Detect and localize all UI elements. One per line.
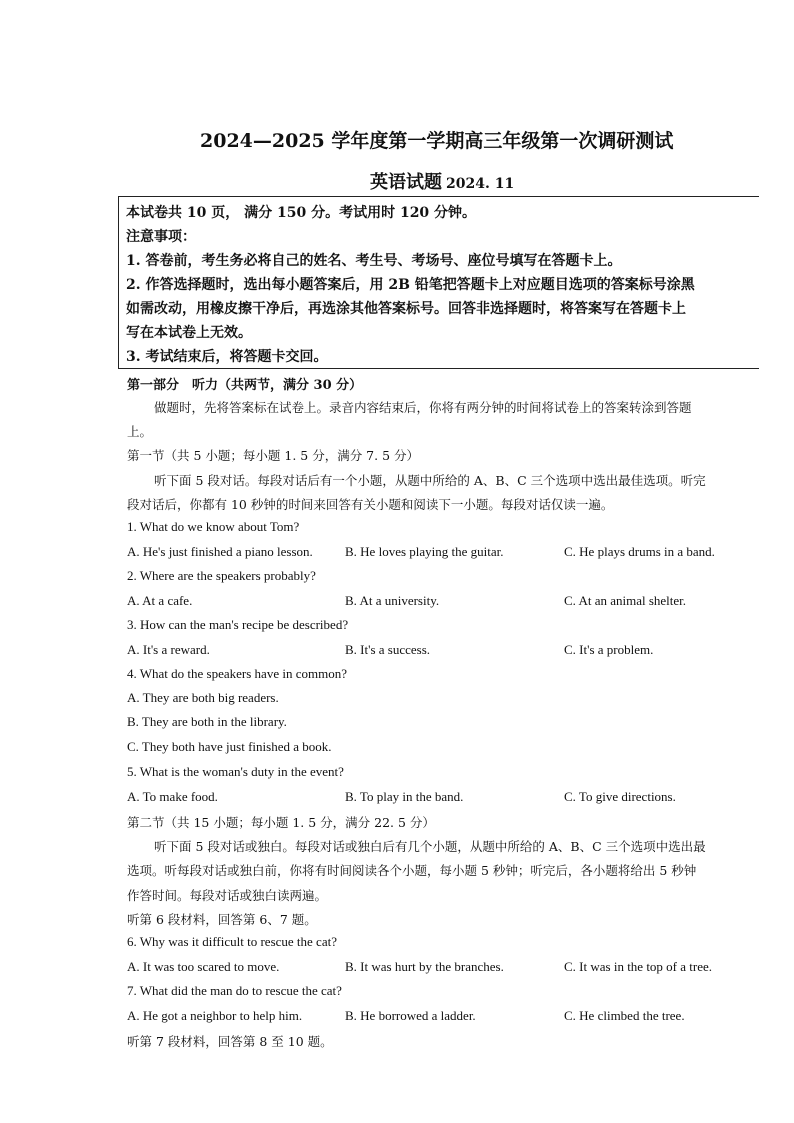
question-2-option-c: C. At an animal shelter. [564, 593, 687, 608]
question-5-option-c: C. To give directions. [564, 789, 676, 804]
question-1-option-a: A. He's just finished a piano lesson. [127, 544, 313, 559]
question-6-option-c: C. It was in the top of a tree. [564, 959, 713, 974]
question-7-stem: 7. What did the man do to rescue the cat? [127, 983, 342, 998]
material-6-label: 听第 6 段材料，回答第 6、7 题。 [127, 912, 317, 927]
section1-intro-line-1: 听下面 5 段对话。每段对话后有一个小题，从题中所给的 A、B、C 三个选项中选出最佳选项。听完 [154, 473, 706, 488]
notice-line-pages: 本试卷共 10 页， 满分 150 分。考试用时 120 分钟。 [126, 205, 477, 221]
part1-heading: 第一部分 听力（共两节，满分 30 分） [127, 378, 363, 393]
question-6-stem: 6. Why was it difficult to rescue the cat? [127, 934, 337, 949]
section1-heading: 第一节（共 5 小题；每小题 1. 5 分，满分 7. 5 分） [127, 448, 419, 463]
exam-subtitle [370, 168, 514, 194]
section2-intro-line-1: 听下面 5 段对话或独白。每段对话或独白后有几个小题，从题中所给的 A、B、C 三个选项中选出最 [154, 839, 706, 854]
notice-heading: 注意事项： [126, 229, 196, 245]
question-5-stem: 5. What is the woman's duty in the event? [127, 764, 344, 779]
question-4-option-a: A. They are both big readers. [127, 690, 279, 705]
question-3-option-c: C. It's a problem. [564, 642, 654, 657]
part1-intro-line-2: 上。 [127, 424, 153, 439]
question-7-option-c: C. He climbed the tree. [564, 1008, 685, 1023]
question-4-option-c: C. They both have just finished a book. [127, 739, 332, 754]
notice-item-3: 3. 考试结束后，将答题卡交回。 [126, 349, 328, 365]
section2-intro-line-2: 选项。听每段对话或独白前，你将有时间阅读各个小题，每小题 5 秒钟；听完后，各小题将给出 5 秒钟 [127, 863, 697, 878]
material-7-label: 听第 7 段材料，回答第 8 至 10 题。 [127, 1034, 333, 1049]
question-2-option-a: A. At a cafe. [127, 593, 193, 608]
question-2-option-b: B. At a university. [345, 593, 440, 608]
notice-item-2-line-1: 2. 作答选择题时，选出每小题答案后，用 2B 铅笔把答题卡上对应题目选项的答案标号涂黑 [126, 277, 695, 293]
part1-intro-line-1: 做题时，先将答案标在试卷上。录音内容结束后，你将有两分钟的时间将试卷上的答案转涂到答题 [154, 400, 692, 415]
section2-intro-line-3: 作答时间。每段对话或独白读两遍。 [127, 888, 328, 903]
question-1-stem: 1. What do we know about Tom? [127, 519, 300, 534]
question-7-option-b: B. He borrowed a ladder. [345, 1008, 476, 1023]
notice-item-1: 1. 答卷前，考生务必将自己的姓名、考生号、考场号、座位号填写在答题卡上。 [126, 253, 622, 269]
question-3-option-a: A. It's a reward. [127, 642, 210, 657]
section1-intro-line-2: 段对话后，你都有 10 秒钟的时间来回答有关小题和阅读下一小题。每段对话仅读一遍。 [127, 497, 614, 512]
question-6-option-a: A. It was too scared to move. [127, 959, 280, 974]
section2-heading: 第二节（共 15 小题；每小题 1. 5 分，满分 22. 5 分） [127, 815, 435, 830]
question-7-option-a: A. He got a neighbor to help him. [127, 1008, 303, 1023]
question-4-option-b: B. They are both in the library. [127, 714, 287, 729]
notice-item-2-line-2: 如需改动，用橡皮擦干净后，再选涂其他答案标号。回答非选择题时，将答案写在答题卡上 [126, 301, 686, 317]
question-3-option-b: B. It's a success. [345, 642, 431, 657]
question-5-option-a: A. To make food. [127, 789, 218, 804]
question-6-option-b: B. It was hurt by the branches. [345, 959, 504, 974]
question-4-stem: 4. What do the speakers have in common? [127, 666, 347, 681]
notice-item-2-line-3: 写在本试卷上无效。 [126, 325, 252, 341]
question-3-stem: 3. How can the man's recipe be described? [127, 617, 349, 632]
subject-label: 英语试题 [370, 172, 442, 193]
question-5-option-b: B. To play in the band. [345, 789, 464, 804]
question-1-option-c: C. He plays drums in a band. [564, 544, 715, 559]
exam-title: 2024—2025 学年度第一学期高三年级第一次调研测试 [200, 130, 674, 152]
question-1-option-b: B. He loves playing the guitar. [345, 544, 504, 559]
question-2-stem: 2. Where are the speakers probably? [127, 568, 316, 583]
exam-date: 2024. 11 [446, 176, 515, 192]
